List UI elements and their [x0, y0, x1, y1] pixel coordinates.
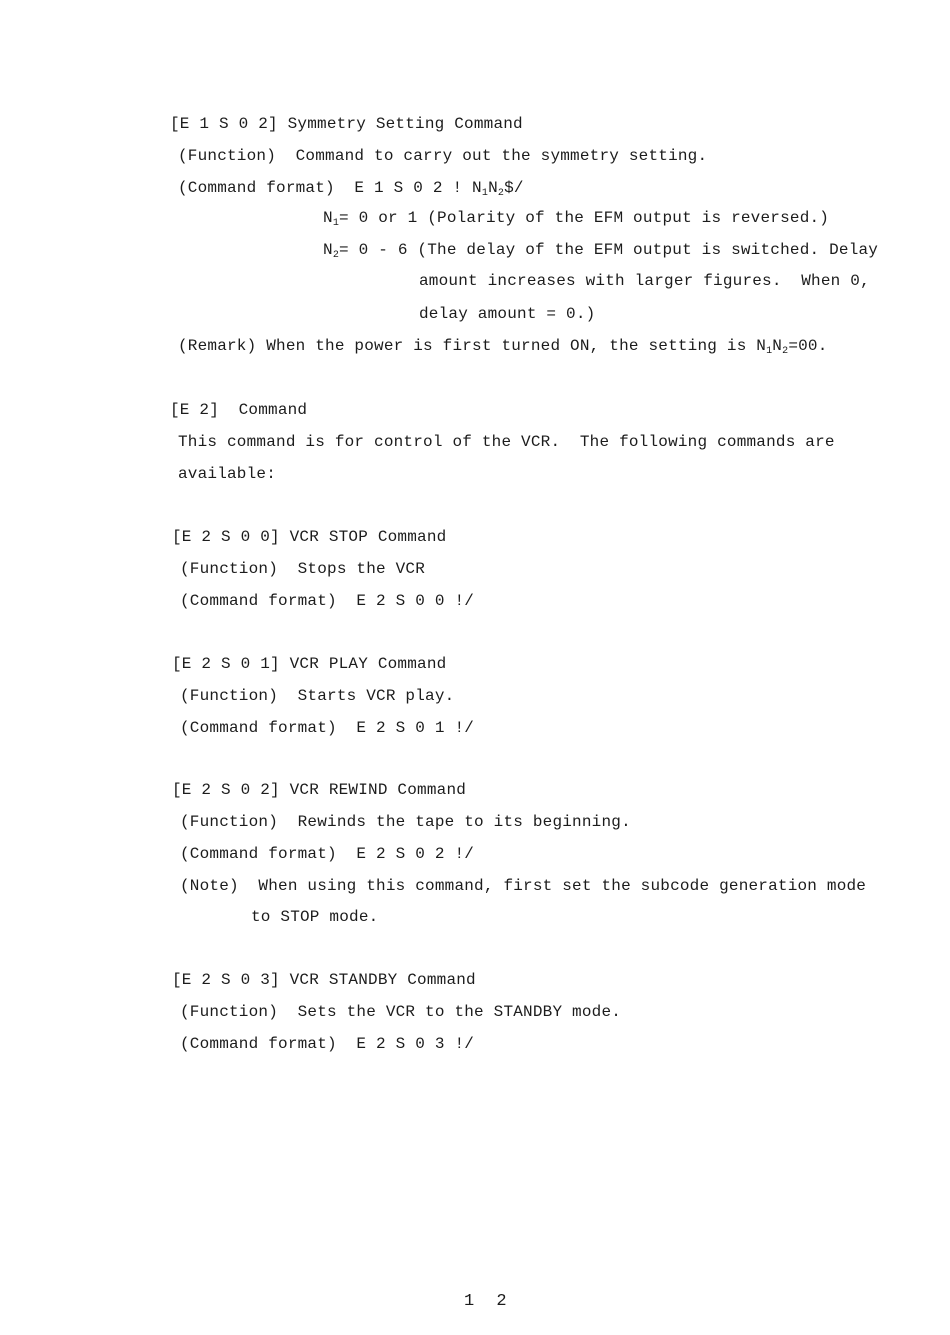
param-n1-description: $N_1= 0$ or 1 (Polarity of the EFM output is reversed.) [323, 209, 830, 229]
command-format-e2s01: (Command format) E 2 S 0 1 !/ [180, 719, 475, 737]
body-text-e2-line1: This command is for control of the VCR. The following commands are [178, 433, 835, 451]
section-heading-e1s02: [E 1 S 0 2] Symmetry Setting Command [170, 115, 523, 133]
remark-text-e1s02: (Remark) When the power is first turned ON, the setting is $N_1N_2=00$. [178, 337, 828, 357]
note-text-e2s02-line1: (Note) When using this command, first set the subcode generation mode [180, 877, 867, 895]
param-n2-description: $N_2= 0 - 6$ (The delay of the EFM output is switched. Delay [323, 241, 879, 261]
section-heading-e2s01: [E 2 S 0 1] VCR PLAY Command [172, 655, 447, 673]
page-number: 1 2 [464, 1292, 513, 1311]
command-format-e1s02: (Command format) E 1 S 0 2 ! $N_1N_2\$/$ [178, 179, 524, 199]
function-text-e2s02: (Function) Rewinds the tape to its beginning. [180, 813, 631, 831]
section-heading-e2: [E 2] Command [170, 401, 308, 419]
function-text-e2s00: (Function) Stops the VCR [180, 560, 426, 578]
function-text-e2s03: (Function) Sets the VCR to the STANDBY mode. [180, 1003, 622, 1021]
section-heading-e2s00: [E 2 S 0 0] VCR STOP Command [172, 528, 447, 546]
section-heading-e2s03: [E 2 S 0 3] VCR STANDBY Command [172, 971, 476, 989]
function-text-e2s01: (Function) Starts VCR play. [180, 687, 455, 705]
function-text-e1s02: (Function) Command to carry out the symmetry setting. [178, 147, 708, 165]
note-text-e2s02-line2: to STOP mode. [251, 908, 379, 926]
param-n2-continuation-1: amount increases with larger figures. When 0, [419, 272, 870, 290]
command-format-e2s00: (Command format) E 2 S 0 0 !/ [180, 592, 475, 610]
body-text-e2-line2: available: [178, 465, 277, 483]
command-format-e2s03: (Command format) E 2 S 0 3 !/ [180, 1035, 475, 1053]
param-n2-continuation-2: delay amount = 0.) [419, 305, 596, 323]
command-format-e2s02: (Command format) E 2 S 0 2 !/ [180, 845, 475, 863]
section-heading-e2s02: [E 2 S 0 2] VCR REWIND Command [172, 781, 467, 799]
